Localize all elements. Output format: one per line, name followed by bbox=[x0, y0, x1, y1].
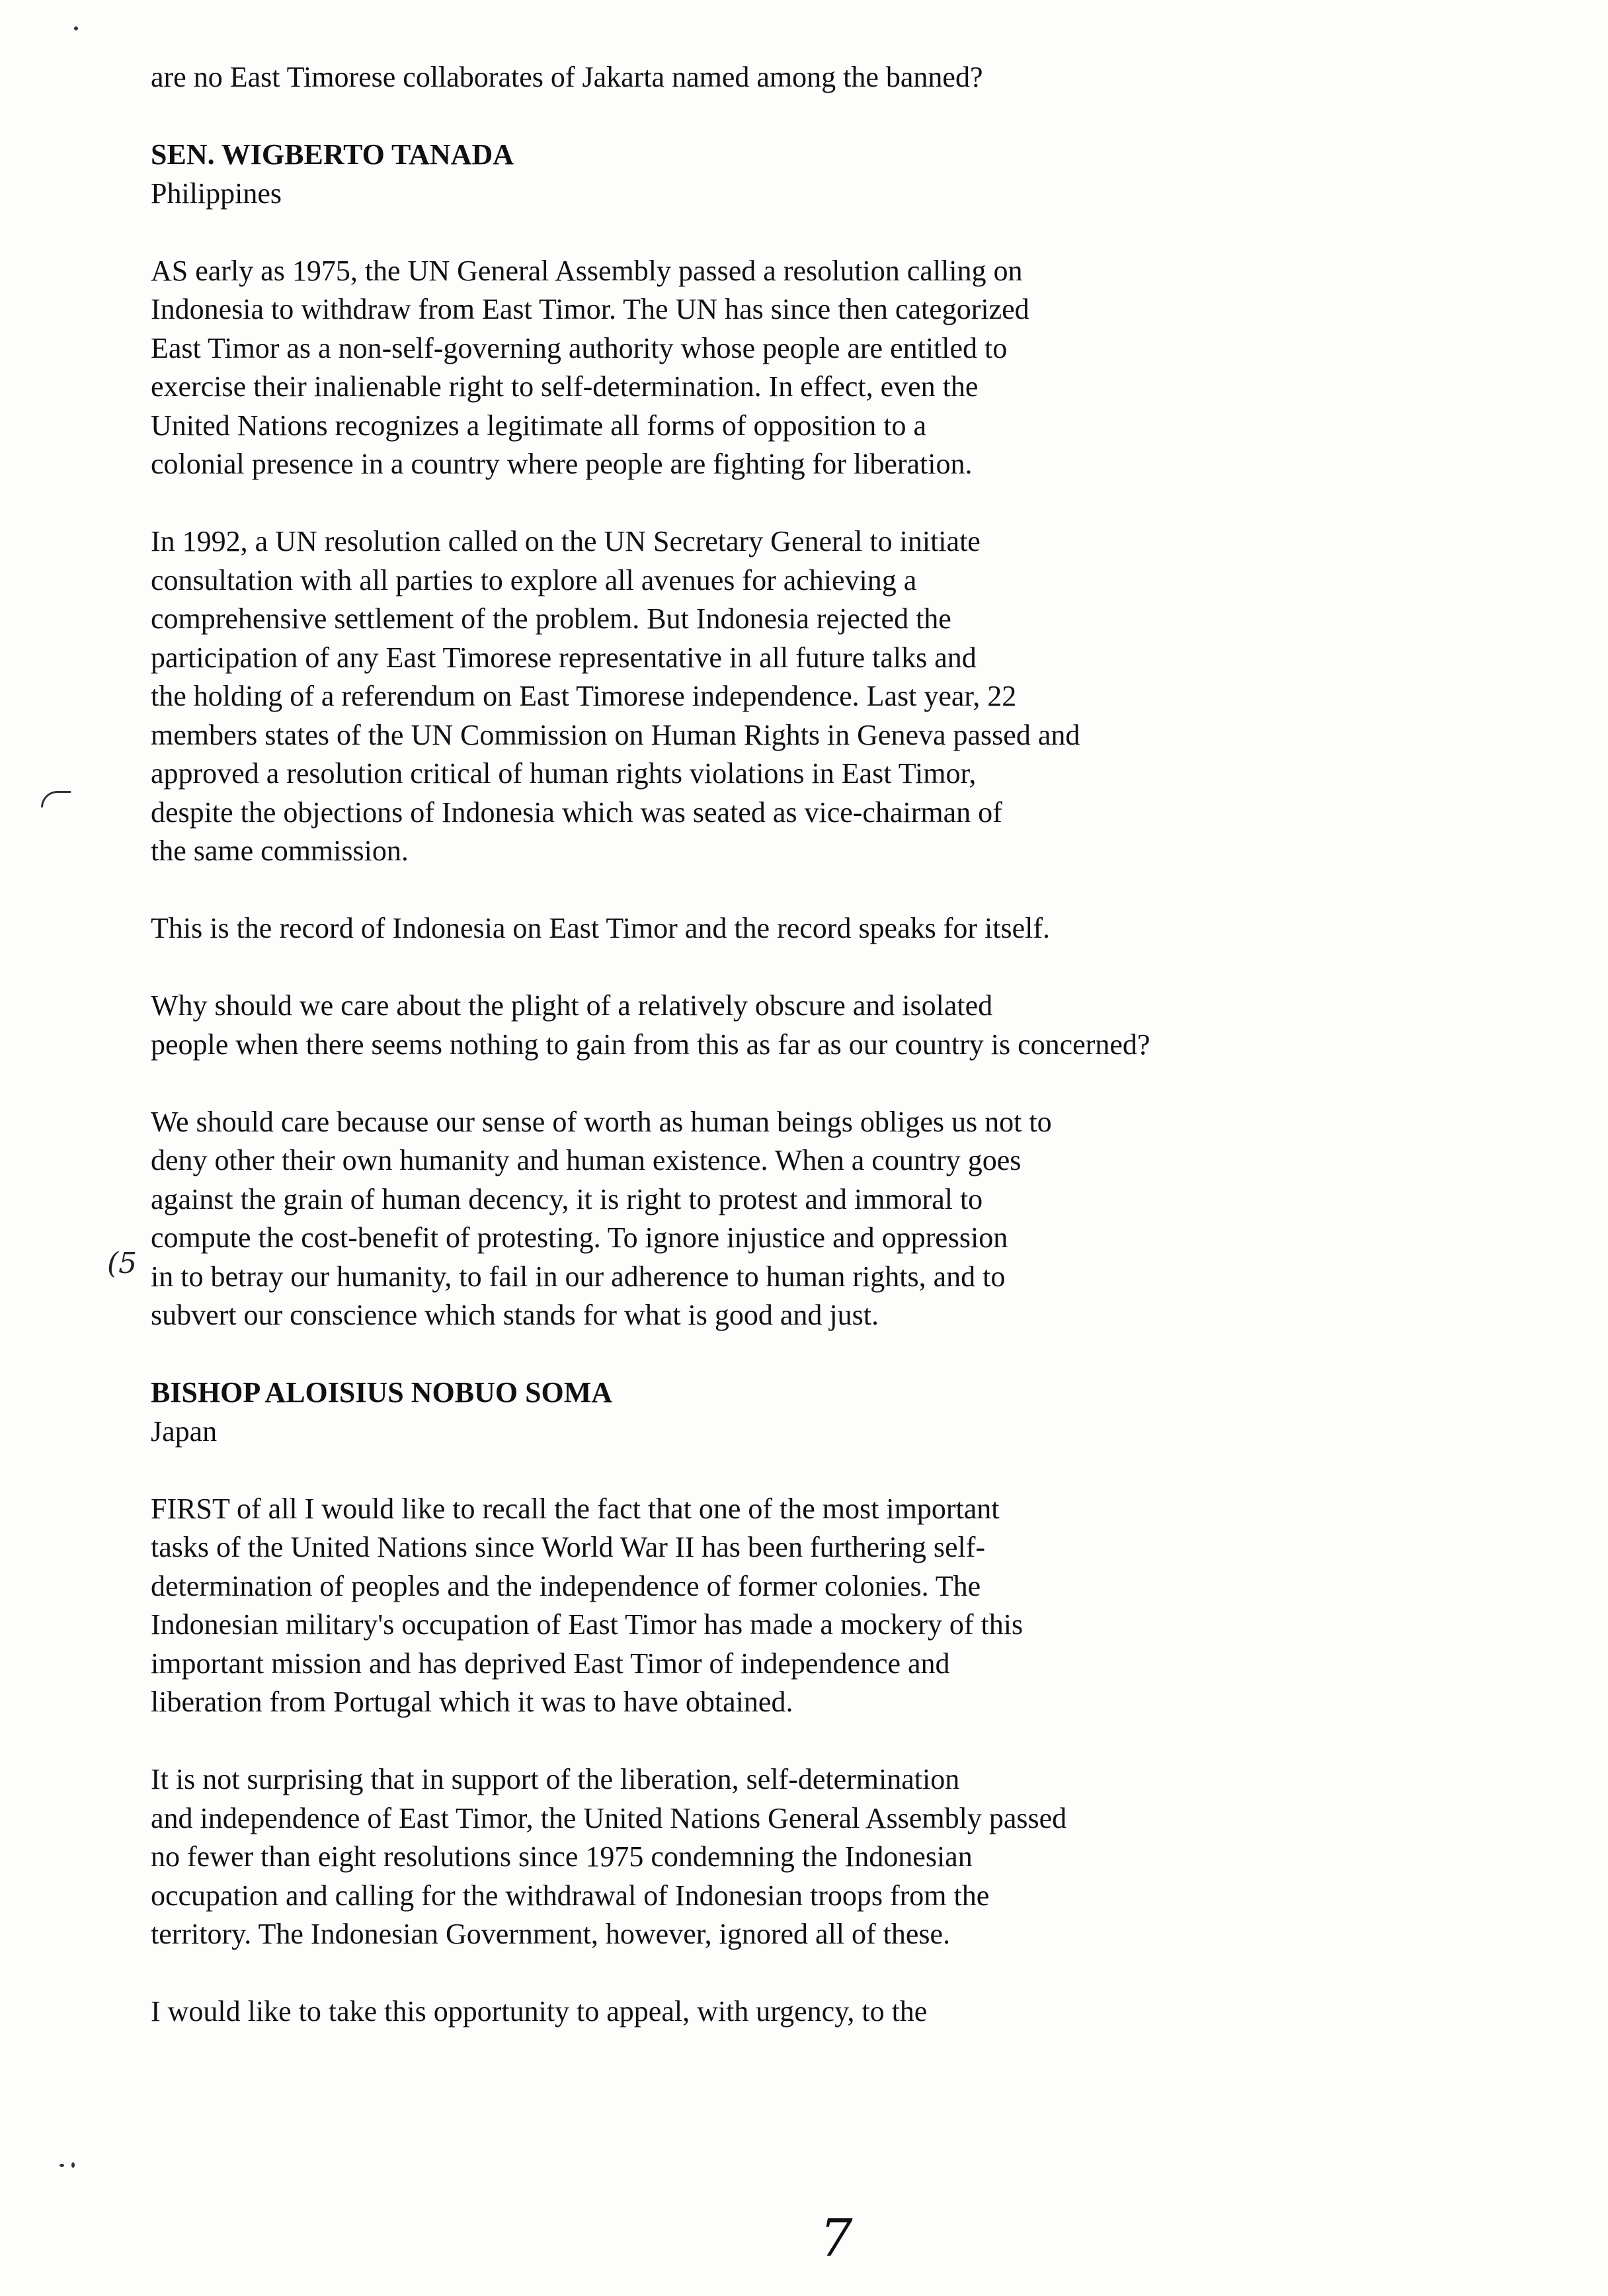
paragraph-spacer bbox=[151, 1064, 1394, 1103]
text-line: Japan bbox=[151, 1414, 218, 1448]
text-line: important mission and has deprived East Timor of independence and bbox=[151, 1647, 950, 1680]
paragraph-spacer bbox=[151, 871, 1394, 910]
text-line: consultation with all parties to explore all avenues for achieving a bbox=[151, 563, 917, 596]
text-line: the same commission. bbox=[151, 835, 409, 867]
text-line: and independence of East Timor, the United Nations General Assembly passed bbox=[151, 1801, 1067, 1834]
paragraph-spacer bbox=[151, 948, 1394, 987]
page-number: 7 bbox=[820, 2209, 853, 2268]
text-line: It is not surprising that in support of the liberation, self-determination bbox=[151, 1763, 960, 1795]
scan-speck bbox=[71, 2162, 75, 2168]
speaker-heading: SEN. WIGBERTO TANADA bbox=[151, 138, 514, 171]
paragraph-spacer bbox=[151, 1335, 1394, 1374]
text-line: Philippines bbox=[151, 177, 282, 210]
text-line: I would like to take this opportunity to appeal, with urgency, to the bbox=[151, 1995, 928, 2028]
text-line: In 1992, a UN resolution called on the UN Secretary General to initiate bbox=[151, 525, 981, 557]
text-line: Why should we care about the plight of a relatively obscure and isolated bbox=[151, 989, 993, 1022]
text-line: colonial presence in a country where people are fighting for liberation. bbox=[151, 448, 973, 480]
text-line: AS early as 1975, the UN General Assembly passed a resolution calling on bbox=[151, 254, 1023, 287]
text-line: the holding of a referendum on East Timorese independence. Last year, 22 bbox=[151, 680, 1017, 712]
text-line: participation of any East Timorese representative in all future talks and bbox=[151, 641, 977, 674]
text-line: territory. The Indonesian Government, however, ignored all of these. bbox=[151, 1918, 951, 1950]
text-line: determination of peoples and the independence of former colonies. The bbox=[151, 1569, 981, 1602]
text-line: deny other their own humanity and human existence. When a country goes bbox=[151, 1144, 1022, 1176]
text-line: subvert our conscience which stands for what is good and just. bbox=[151, 1299, 879, 1331]
text-line: Indonesian military's occupation of East Timor has made a mockery of this bbox=[151, 1608, 1024, 1641]
text-line: members states of the UN Commission on Human Rights in Geneva passed and bbox=[151, 718, 1080, 751]
text-line: We should care because our sense of worth as human beings obliges us not to bbox=[151, 1105, 1052, 1138]
text-line: against the grain of human decency, it is right to protest and immoral to bbox=[151, 1182, 983, 1215]
text-line: East Timor as a non-self-governing authority whose people are entitled to bbox=[151, 331, 1008, 364]
text-line: liberation from Portugal which it was to have obtained. bbox=[151, 1686, 793, 1718]
text-line: FIRST of all I would like to recall the fact that one of the most important bbox=[151, 1492, 1000, 1525]
paragraph-spacer bbox=[151, 1722, 1394, 1761]
speaker-heading: BISHOP ALOISIUS NOBUO SOMA bbox=[151, 1376, 613, 1409]
margin-pen-mark bbox=[41, 791, 71, 807]
scan-speck bbox=[60, 2164, 64, 2167]
text-line: approved a resolution critical of human rights violations in East Timor, bbox=[151, 757, 977, 790]
scan-speck bbox=[74, 26, 78, 30]
paragraph-spacer bbox=[151, 97, 1394, 136]
text-line: people when there seems nothing to gain from this as far as our country is concerned? bbox=[151, 1028, 1150, 1061]
text-line: compute the cost-benefit of protesting. To ignore injustice and oppression bbox=[151, 1221, 1008, 1254]
text-line: Indonesia to withdraw from East Timor. The UN has since then categorized bbox=[151, 293, 1029, 325]
text-line: tasks of the United Nations since World War II has been furthering self- bbox=[151, 1531, 986, 1563]
document-body bbox=[151, 58, 1394, 2031]
paragraph-spacer bbox=[151, 1451, 1394, 1490]
margin-annotation: (5 bbox=[107, 1247, 138, 1280]
text-line: exercise their inalienable right to self-determination. In effect, even the bbox=[151, 370, 979, 403]
text-line: This is the record of Indonesia on East Timor and the record speaks for itself. bbox=[151, 912, 1051, 944]
paragraph-spacer bbox=[151, 1954, 1394, 1993]
text-line: occupation and calling for the withdrawal of Indonesian troops from the bbox=[151, 1879, 990, 1912]
paragraph-spacer bbox=[151, 213, 1394, 252]
text-line: are no East Timorese collaborates of Jakarta named among the banned? bbox=[151, 61, 983, 93]
paragraph-spacer bbox=[151, 484, 1394, 523]
text-line: comprehensive settlement of the problem. But Indonesia rejected the bbox=[151, 602, 951, 635]
text-line: United Nations recognizes a legitimate all forms of opposition to a bbox=[151, 409, 927, 442]
text-line: no fewer than eight resolutions since 1975 condemning the Indonesian bbox=[151, 1840, 973, 1873]
text-line: despite the objections of Indonesia which was seated as vice-chairman of bbox=[151, 796, 1002, 829]
text-line: in to betray our humanity, to fail in our adherence to human rights, and to bbox=[151, 1260, 1006, 1293]
